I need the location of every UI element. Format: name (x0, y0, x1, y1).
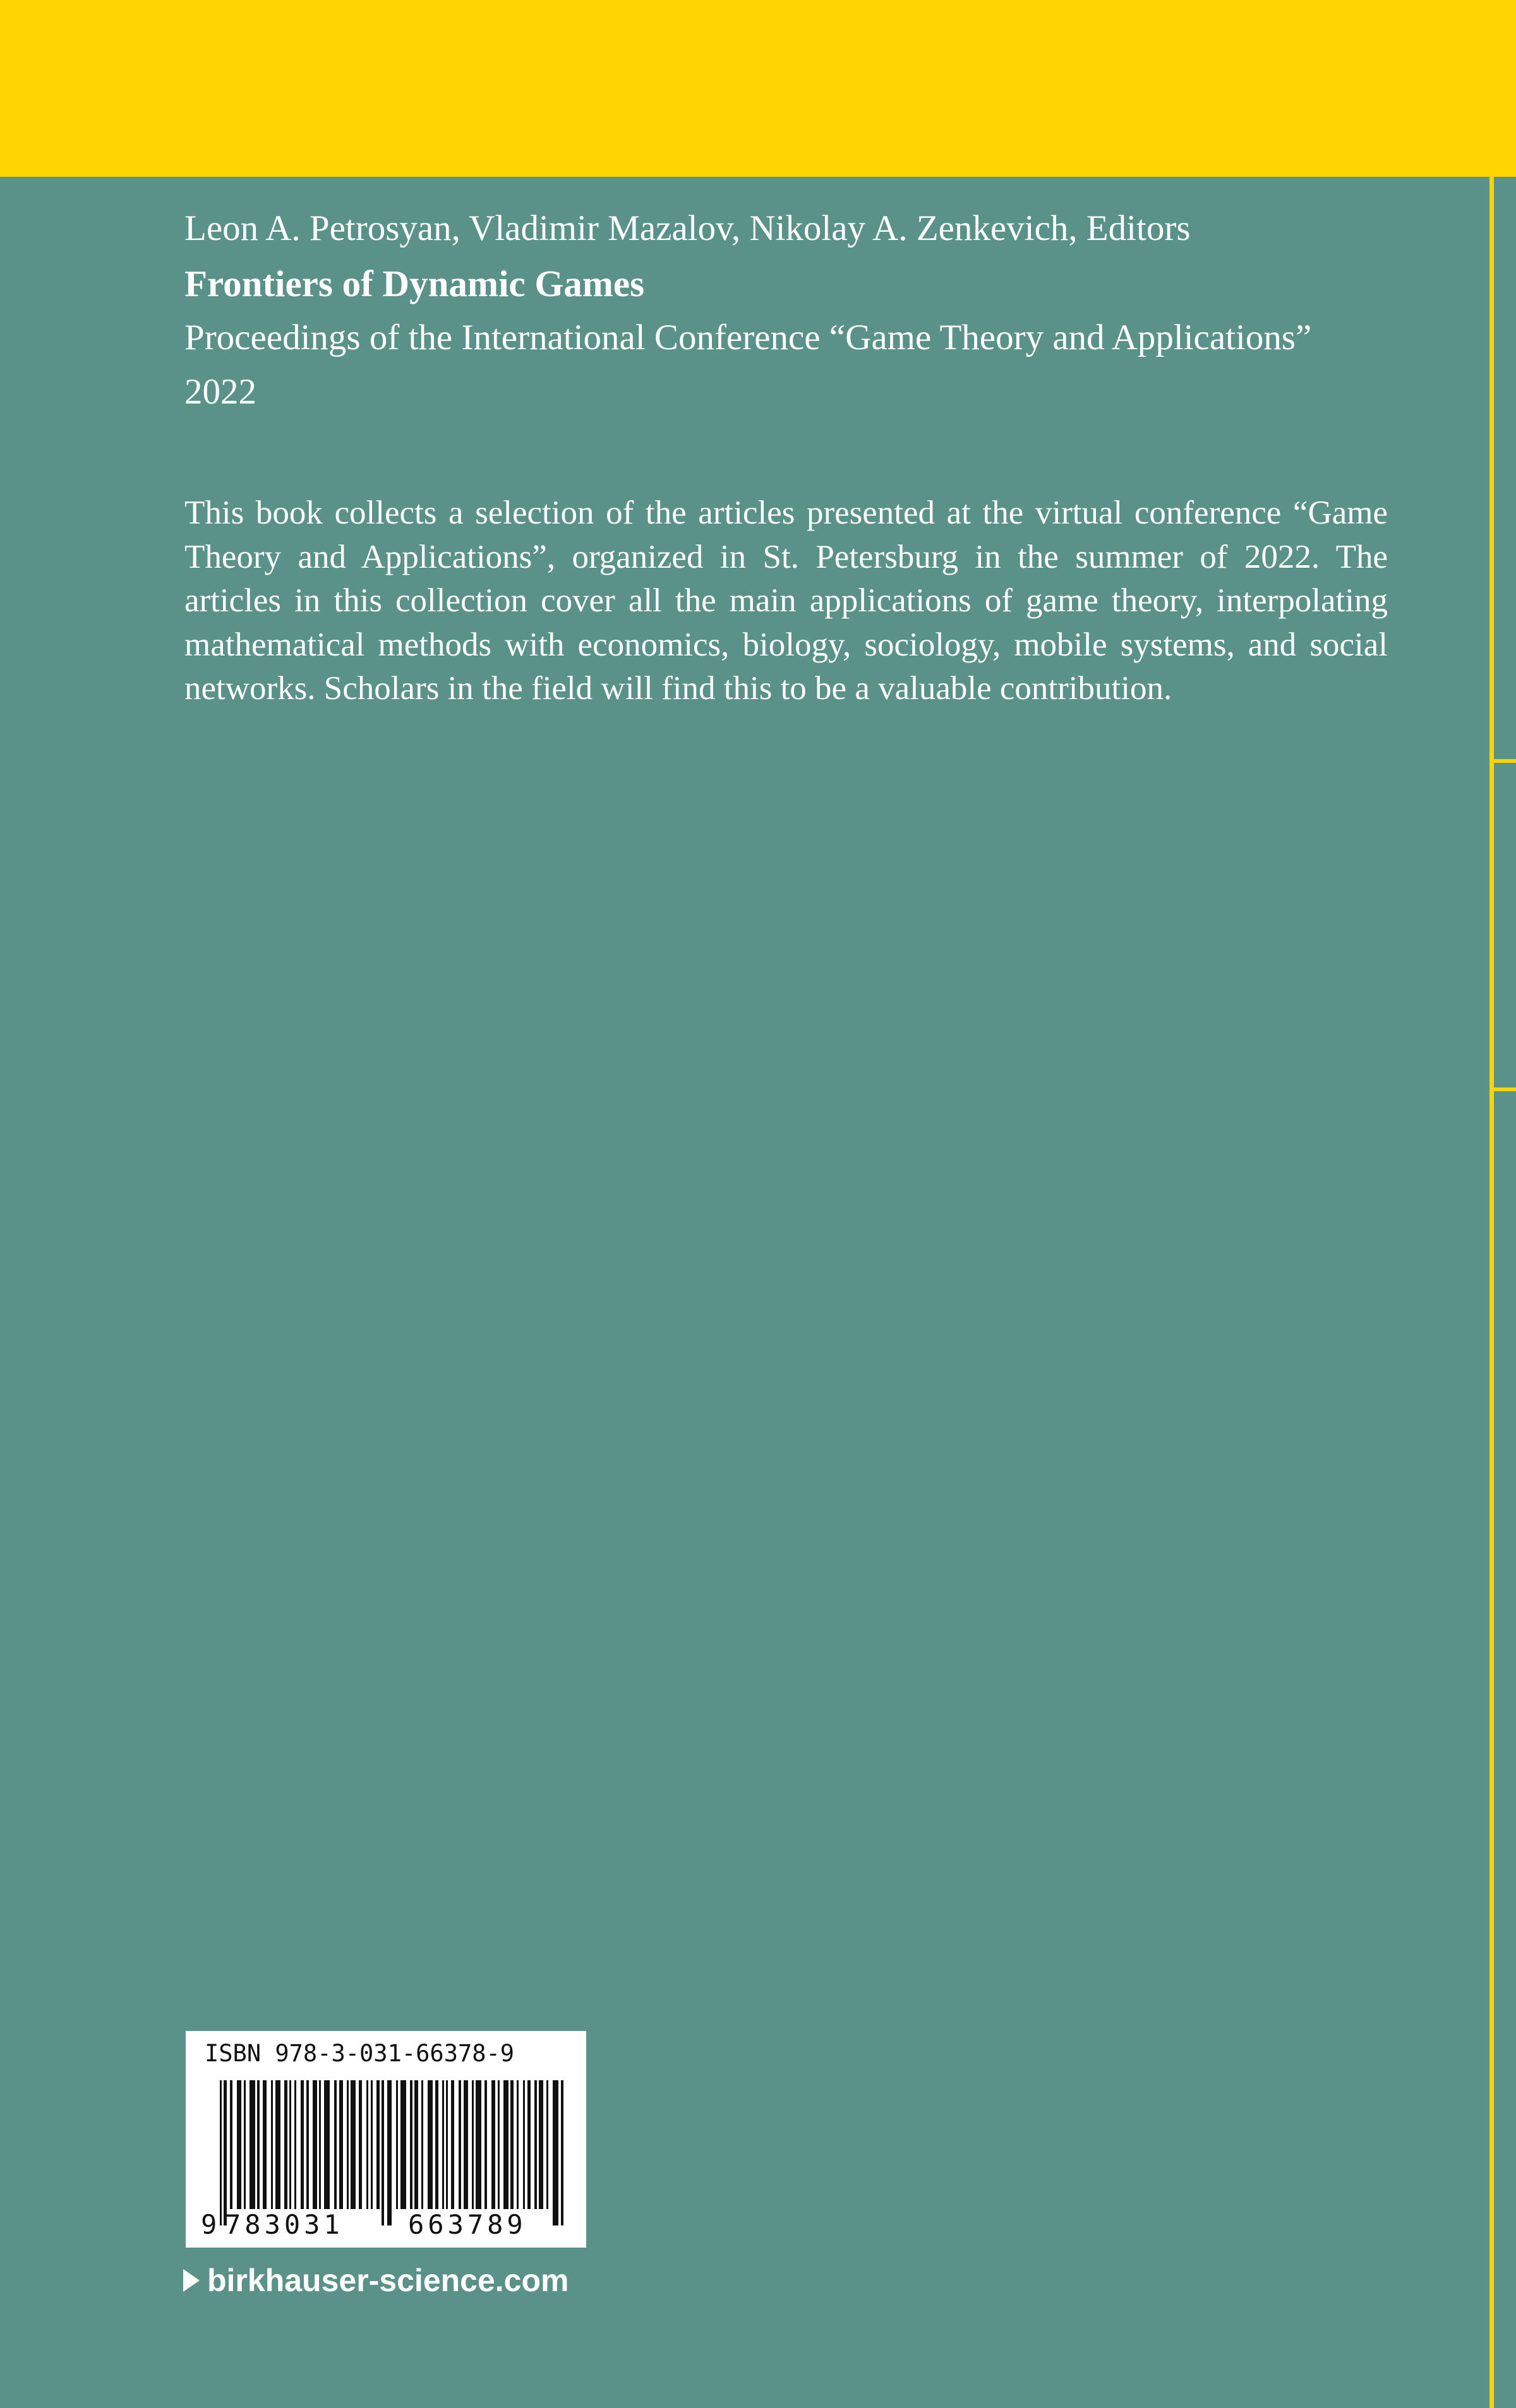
book-title: Frontiers of Dynamic Games (184, 263, 645, 304)
barcode-bar (366, 2080, 368, 2209)
top-yellow-band (0, 0, 1516, 177)
editors-line: Leon A. Petrosyan, Vladimir Mazalov, Nikolay A. Zenkevich, Editors (184, 208, 1191, 248)
barcode-bar (313, 2080, 317, 2209)
barcode-bar (250, 2080, 255, 2209)
barcode-bar (442, 2080, 444, 2209)
barcode-bar (410, 2080, 412, 2209)
barcode-panel (186, 2031, 586, 2248)
barcode-bar (284, 2080, 287, 2209)
barcode-bar (464, 2080, 468, 2209)
barcode-bar (289, 2080, 291, 2209)
barcode-bar (472, 2080, 474, 2209)
barcode-bar (224, 2080, 227, 2225)
barcode-bar (396, 2080, 398, 2209)
spine-tick-upper (1489, 759, 1516, 763)
barcode-bar (324, 2080, 330, 2209)
barcode-bar (275, 2080, 280, 2209)
barcode-bar (347, 2080, 349, 2209)
barcode-bar (263, 2080, 267, 2209)
barcode-bar (301, 2080, 304, 2209)
barcode-digits-right: 663789 (408, 2209, 527, 2240)
barcode-bar (428, 2080, 433, 2209)
barcode-bar (517, 2080, 519, 2209)
barcode-bar (382, 2080, 384, 2225)
barcode-bar (546, 2080, 548, 2209)
title-block (184, 200, 1385, 419)
barcode-bar (527, 2080, 531, 2209)
barcode-bar (476, 2080, 481, 2209)
barcode-bar (534, 2080, 537, 2209)
book-subtitle: Proceedings of the International Conference “Game Theory and Applications” 2022 (184, 318, 1312, 412)
barcode-bar (523, 2080, 525, 2209)
publisher-website: birkhauser-science.com (207, 2263, 569, 2298)
barcode-bar (334, 2080, 337, 2209)
barcode-bar (498, 2080, 500, 2209)
barcode-bar (414, 2080, 418, 2209)
barcode-bar (220, 2080, 222, 2225)
barcode-bar (376, 2080, 380, 2209)
barcode-bar (459, 2080, 461, 2209)
barcode-bar (244, 2080, 246, 2209)
barcode-bar (359, 2080, 362, 2209)
barcode-digit-first: 9 (201, 2209, 217, 2240)
barcode-digits-left: 783031 (225, 2209, 344, 2240)
barcode-bar (271, 2080, 273, 2209)
play-triangle-icon (183, 2269, 200, 2292)
barcode-bar (230, 2080, 232, 2209)
barcode-bar (237, 2080, 241, 2209)
publisher-link[interactable] (183, 2262, 569, 2299)
barcode-bar (339, 2080, 343, 2209)
barcode-bar (484, 2080, 487, 2209)
barcode-bar (387, 2080, 392, 2225)
barcode-bar (510, 2080, 514, 2209)
barcode-bar (446, 2080, 448, 2209)
barcode-bar (400, 2080, 406, 2209)
barcode-bar (371, 2080, 373, 2209)
barcode-bar (306, 2080, 309, 2209)
barcode-bar (491, 2080, 495, 2209)
barcode-bar (503, 2080, 508, 2209)
barcode-bar (561, 2080, 563, 2225)
barcode-bar (553, 2080, 558, 2225)
barcode-bar (319, 2080, 321, 2209)
spine-line (1489, 177, 1494, 2408)
barcode-bar (257, 2080, 260, 2209)
barcode-bar (539, 2080, 543, 2209)
barcode-bar (294, 2080, 296, 2209)
isbn-label: ISBN 978-3-031-66378-9 (205, 2040, 515, 2067)
barcode-bar (451, 2080, 454, 2209)
barcode-bar (435, 2080, 438, 2209)
barcode-bar (351, 2080, 356, 2209)
book-description: This book collects a selection of the articles presented at the virtual conference “Game Theory and Applications”, organized in St. Petersburg in the summer of 2022. The articles in this collection cover all the main applications of game theory, interpolating mathematical methods with economics, biology, sociology, mobile systems, and social networks. Scholars in the field will find this to be a valuable contribution. (184, 494, 1388, 707)
barcode-bar (421, 2080, 423, 2209)
spine-tick-lower (1489, 1087, 1516, 1091)
